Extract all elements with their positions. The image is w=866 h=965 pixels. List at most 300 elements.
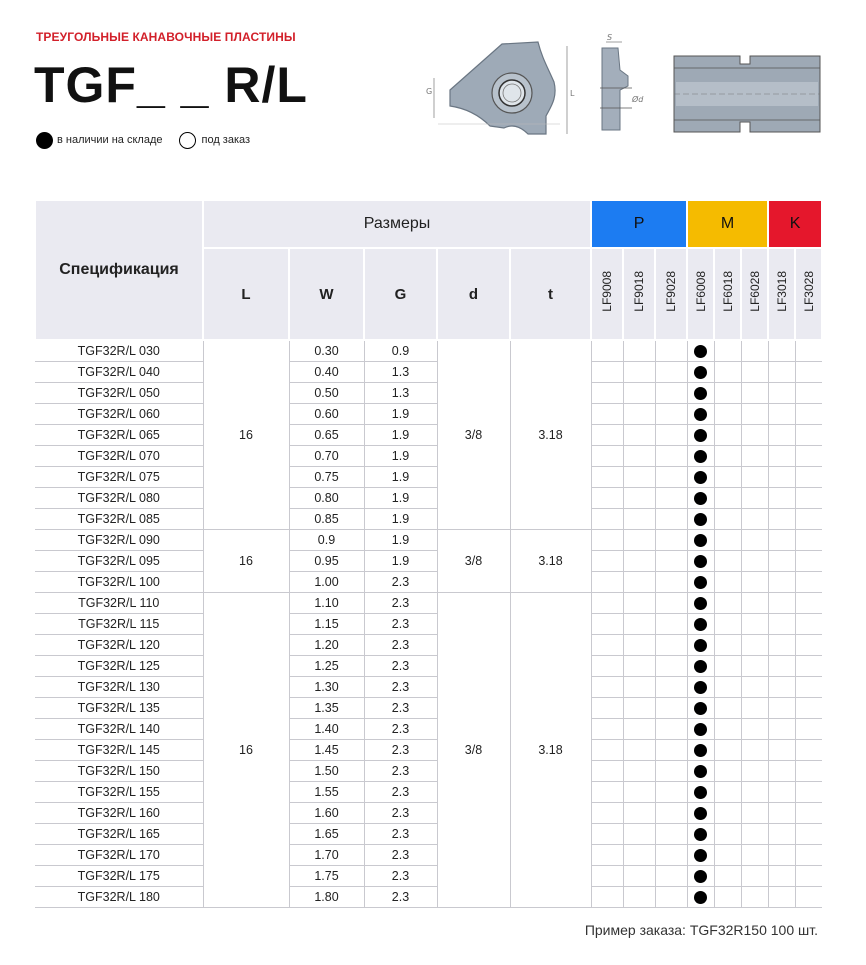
grade-label: LF6028 [747, 271, 762, 312]
availability-cell [623, 866, 655, 887]
availability-cell [714, 719, 741, 740]
availability-cell [768, 740, 795, 761]
availability-cell [741, 824, 768, 845]
availability-cell [795, 824, 822, 845]
availability-cell [655, 404, 687, 425]
in-stock-dot-icon [694, 429, 707, 442]
table-row [35, 866, 822, 887]
dim-column-header-g: G [364, 248, 437, 340]
spec-cell: TGF32R/L 095 [35, 551, 203, 572]
availability-cell [591, 362, 623, 383]
g-cell: 2.3 [364, 845, 437, 866]
availability-cell [591, 740, 623, 761]
g-cell: 2.3 [364, 635, 437, 656]
table-row [35, 719, 822, 740]
availability-cell [714, 383, 741, 404]
availability-cell [623, 572, 655, 593]
dim-l-label: L [570, 89, 575, 98]
availability-cell [687, 340, 714, 362]
availability-cell [741, 656, 768, 677]
w-cell: 1.65 [289, 824, 364, 845]
spec-cell: TGF32R/L 110 [35, 593, 203, 614]
availability-cell [741, 467, 768, 488]
availability-cell [768, 635, 795, 656]
availability-cell [623, 845, 655, 866]
in-stock-dot-icon [694, 639, 707, 652]
spec-column-header: Спецификация [35, 200, 203, 340]
spec-cell: TGF32R/L 090 [35, 530, 203, 551]
w-cell: 1.30 [289, 677, 364, 698]
availability-cell [714, 362, 741, 383]
w-cell: 1.10 [289, 593, 364, 614]
availability-cell [655, 719, 687, 740]
availability-cell [623, 824, 655, 845]
availability-cell [623, 782, 655, 803]
availability-cell [687, 593, 714, 614]
dim-g-label: G [426, 87, 433, 96]
availability-cell [687, 362, 714, 383]
availability-cell [768, 509, 795, 530]
availability-cell [714, 782, 741, 803]
g-cell: 0.9 [364, 340, 437, 362]
availability-cell [795, 509, 822, 530]
material-group-m: M [687, 200, 768, 248]
availability-cell [591, 824, 623, 845]
g-cell: 2.3 [364, 887, 437, 908]
availability-cell [795, 614, 822, 635]
spec-cell: TGF32R/L 115 [35, 614, 203, 635]
availability-cell [655, 677, 687, 698]
availability-cell [591, 656, 623, 677]
availability-cell [655, 509, 687, 530]
availability-cell [655, 530, 687, 551]
d-cell: 3/8 [437, 340, 510, 530]
availability-cell [655, 340, 687, 362]
spec-cell: TGF32R/L 145 [35, 740, 203, 761]
spec-cell: TGF32R/L 140 [35, 719, 203, 740]
availability-cell [741, 383, 768, 404]
g-cell: 1.9 [364, 446, 437, 467]
in-stock-dot-icon [694, 891, 707, 904]
w-cell: 1.25 [289, 656, 364, 677]
w-cell: 1.50 [289, 761, 364, 782]
legend-on-order-label: под заказ [201, 134, 251, 146]
in-stock-dot-icon [694, 576, 707, 589]
legend-in-stock-label: в наличии на складе [57, 134, 163, 146]
availability-cell [591, 551, 623, 572]
availability-cell [623, 340, 655, 362]
in-stock-dot-icon [694, 555, 707, 568]
availability-cell [714, 866, 741, 887]
availability-cell [795, 698, 822, 719]
w-cell: 1.45 [289, 740, 364, 761]
availability-cell [591, 845, 623, 866]
availability-cell [655, 362, 687, 383]
availability-cell [687, 761, 714, 782]
availability-cell [687, 383, 714, 404]
availability-cell [795, 719, 822, 740]
g-cell: 1.9 [364, 404, 437, 425]
material-group-k: K [768, 200, 822, 248]
availability-cell [591, 761, 623, 782]
g-cell: 1.9 [364, 467, 437, 488]
grade-label: LF9008 [600, 271, 615, 312]
availability-cell [768, 467, 795, 488]
spec-cell: TGF32R/L 165 [35, 824, 203, 845]
availability-cell [741, 782, 768, 803]
table-row [35, 593, 822, 614]
grade-column-header [655, 248, 687, 340]
availability-cell [714, 446, 741, 467]
grade-column-header [591, 248, 623, 340]
page-title: TGF_ _ R/L [34, 57, 308, 113]
in-stock-dot-icon [694, 849, 707, 862]
spec-cell: TGF32R/L 160 [35, 803, 203, 824]
dim-s-label: S [607, 33, 613, 42]
t-cell: 3.18 [510, 530, 591, 593]
d-cell: 3/8 [437, 530, 510, 593]
g-cell: 2.3 [364, 593, 437, 614]
grade-column-header [623, 248, 655, 340]
table-row [35, 530, 822, 551]
availability-cell [795, 740, 822, 761]
w-cell: 1.80 [289, 887, 364, 908]
availability-cell [714, 887, 741, 908]
availability-cell [687, 425, 714, 446]
availability-cell [741, 677, 768, 698]
t-cell: 3.18 [510, 593, 591, 908]
subtitle: ТРЕУГОЛЬНЫЕ КАНАВОЧНЫЕ ПЛАСТИНЫ [36, 30, 296, 44]
in-stock-dot-icon [694, 870, 707, 883]
availability-cell [741, 845, 768, 866]
availability-cell [623, 761, 655, 782]
availability-cell [741, 614, 768, 635]
availability-cell [795, 845, 822, 866]
availability-cell [687, 446, 714, 467]
availability-cell [687, 551, 714, 572]
table-row [35, 677, 822, 698]
spec-cell: TGF32R/L 085 [35, 509, 203, 530]
availability-cell [655, 803, 687, 824]
availability-cell [623, 593, 655, 614]
availability-cell [655, 761, 687, 782]
availability-cell [687, 782, 714, 803]
l-cell: 16 [203, 593, 289, 908]
table-row [35, 824, 822, 845]
availability-cell [741, 425, 768, 446]
availability-cell [768, 593, 795, 614]
w-cell: 0.85 [289, 509, 364, 530]
availability-cell [714, 572, 741, 593]
availability-cell [714, 614, 741, 635]
spec-cell: TGF32R/L 150 [35, 761, 203, 782]
availability-cell [687, 656, 714, 677]
w-cell: 1.55 [289, 782, 364, 803]
w-cell: 1.70 [289, 845, 364, 866]
spec-cell: TGF32R/L 060 [35, 404, 203, 425]
availability-cell [687, 404, 714, 425]
availability-cell [768, 719, 795, 740]
availability-cell [795, 488, 822, 509]
grade-column-header [714, 248, 741, 340]
availability-cell [741, 761, 768, 782]
holder-bar-drawing [672, 52, 824, 136]
in-stock-dot-icon [36, 132, 53, 149]
availability-cell [623, 635, 655, 656]
table-row [35, 782, 822, 803]
g-cell: 2.3 [364, 614, 437, 635]
in-stock-dot-icon [694, 660, 707, 673]
availability-cell [623, 530, 655, 551]
availability-cell [623, 803, 655, 824]
availability-cell [591, 803, 623, 824]
in-stock-dot-icon [694, 597, 707, 610]
availability-cell [623, 404, 655, 425]
spec-cell: TGF32R/L 080 [35, 488, 203, 509]
availability-cell [687, 824, 714, 845]
availability-cell [591, 467, 623, 488]
in-stock-dot-icon [694, 618, 707, 631]
availability-cell [591, 425, 623, 446]
availability-cell [768, 614, 795, 635]
table-row [35, 698, 822, 719]
availability-cell [655, 782, 687, 803]
availability-cell [768, 803, 795, 824]
material-group-p: P [591, 200, 687, 248]
w-cell: 0.95 [289, 551, 364, 572]
g-cell: 2.3 [364, 824, 437, 845]
table-row [35, 551, 822, 572]
in-stock-dot-icon [694, 765, 707, 778]
availability-cell [714, 656, 741, 677]
in-stock-dot-icon [694, 744, 707, 757]
availability-cell [714, 404, 741, 425]
in-stock-dot-icon [694, 513, 707, 526]
availability-cell [655, 446, 687, 467]
availability-cell [591, 572, 623, 593]
spec-cell: TGF32R/L 120 [35, 635, 203, 656]
availability-cell [591, 530, 623, 551]
sizes-group-header: Размеры [203, 200, 591, 248]
table-row [35, 656, 822, 677]
availability-cell [591, 719, 623, 740]
in-stock-dot-icon [694, 534, 707, 547]
table-row [35, 803, 822, 824]
availability-cell [768, 383, 795, 404]
availability-cell [591, 509, 623, 530]
availability-cell [714, 698, 741, 719]
availability-cell [768, 677, 795, 698]
availability-cell [687, 845, 714, 866]
availability-cell [768, 887, 795, 908]
availability-cell [795, 530, 822, 551]
availability-cell [655, 635, 687, 656]
availability-cell [795, 572, 822, 593]
spec-cell: TGF32R/L 155 [35, 782, 203, 803]
availability-cell [741, 803, 768, 824]
availability-cell [768, 551, 795, 572]
in-stock-dot-icon [694, 387, 707, 400]
availability-cell [768, 866, 795, 887]
availability-cell [623, 740, 655, 761]
availability-cell [741, 740, 768, 761]
availability-cell [687, 740, 714, 761]
availability-cell [623, 698, 655, 719]
table-row [35, 845, 822, 866]
availability-cell [591, 887, 623, 908]
availability-cell [687, 635, 714, 656]
availability-cell [591, 340, 623, 362]
availability-cell [655, 614, 687, 635]
table-row [35, 635, 822, 656]
spec-cell: TGF32R/L 100 [35, 572, 203, 593]
availability-cell [623, 362, 655, 383]
grade-column-header [795, 248, 822, 340]
grade-column-header [768, 248, 795, 340]
availability-cell [741, 593, 768, 614]
g-cell: 2.3 [364, 656, 437, 677]
availability-cell [655, 698, 687, 719]
availability-cell [741, 446, 768, 467]
spec-cell: TGF32R/L 180 [35, 887, 203, 908]
availability-cell [714, 803, 741, 824]
availability-cell [714, 340, 741, 362]
in-stock-dot-icon [694, 471, 707, 484]
g-cell: 1.9 [364, 530, 437, 551]
availability-cell [623, 488, 655, 509]
availability-cell [687, 467, 714, 488]
in-stock-dot-icon [694, 450, 707, 463]
availability-cell [741, 572, 768, 593]
availability-cell [591, 593, 623, 614]
in-stock-dot-icon [694, 702, 707, 715]
w-cell: 0.75 [289, 467, 364, 488]
spec-cell: TGF32R/L 135 [35, 698, 203, 719]
availability-cell [687, 677, 714, 698]
table-row [35, 887, 822, 908]
g-cell: 2.3 [364, 803, 437, 824]
table-row [35, 740, 822, 761]
availability-cell [591, 446, 623, 467]
g-cell: 1.9 [364, 551, 437, 572]
spec-table [34, 199, 823, 908]
spec-cell: TGF32R/L 050 [35, 383, 203, 404]
availability-cell [741, 551, 768, 572]
availability-cell [623, 656, 655, 677]
availability-cell [768, 488, 795, 509]
availability-cell [741, 887, 768, 908]
availability-cell [623, 677, 655, 698]
grade-label: LF9028 [664, 271, 679, 312]
availability-cell [741, 635, 768, 656]
spec-cell: TGF32R/L 040 [35, 362, 203, 383]
on-order-circle-icon [179, 132, 196, 149]
availability-cell [741, 866, 768, 887]
table-row [35, 572, 822, 593]
table-row [35, 383, 822, 404]
grade-column-header [741, 248, 768, 340]
availability-cell [768, 425, 795, 446]
availability-legend [36, 130, 250, 150]
availability-cell [687, 572, 714, 593]
w-cell: 0.50 [289, 383, 364, 404]
w-cell: 0.30 [289, 340, 364, 362]
dim-column-header-t: t [510, 248, 591, 340]
availability-cell [795, 340, 822, 362]
insert-side-view-drawing [592, 30, 658, 140]
w-cell: 0.40 [289, 362, 364, 383]
availability-cell [741, 488, 768, 509]
availability-cell [714, 593, 741, 614]
availability-cell [768, 656, 795, 677]
availability-cell [741, 509, 768, 530]
order-example: Пример заказа: TGF32R150 100 шт. [584, 922, 818, 938]
availability-cell [687, 530, 714, 551]
availability-cell [768, 698, 795, 719]
availability-cell [741, 404, 768, 425]
in-stock-dot-icon [694, 345, 707, 358]
availability-cell [655, 383, 687, 404]
availability-cell [655, 488, 687, 509]
w-cell: 1.00 [289, 572, 364, 593]
availability-cell [741, 719, 768, 740]
spec-cell: TGF32R/L 170 [35, 845, 203, 866]
table-row [35, 467, 822, 488]
availability-cell [795, 887, 822, 908]
in-stock-dot-icon [694, 786, 707, 799]
dim-column-header-w: W [289, 248, 364, 340]
g-cell: 2.3 [364, 740, 437, 761]
availability-cell [655, 593, 687, 614]
table-row [35, 425, 822, 446]
spec-cell: TGF32R/L 175 [35, 866, 203, 887]
availability-cell [655, 656, 687, 677]
availability-cell [687, 614, 714, 635]
table-row [35, 446, 822, 467]
w-cell: 0.60 [289, 404, 364, 425]
g-cell: 1.9 [364, 488, 437, 509]
g-cell: 2.3 [364, 677, 437, 698]
availability-cell [655, 467, 687, 488]
availability-cell [795, 362, 822, 383]
availability-cell [768, 761, 795, 782]
g-cell: 1.3 [364, 383, 437, 404]
availability-cell [687, 803, 714, 824]
availability-cell [655, 551, 687, 572]
availability-cell [591, 488, 623, 509]
availability-cell [591, 782, 623, 803]
w-cell: 1.40 [289, 719, 364, 740]
grade-label: LF6008 [693, 271, 708, 312]
availability-cell [795, 803, 822, 824]
in-stock-dot-icon [694, 366, 707, 379]
availability-cell [714, 509, 741, 530]
availability-cell [795, 446, 822, 467]
availability-cell [591, 614, 623, 635]
spec-cell: TGF32R/L 070 [35, 446, 203, 467]
availability-cell [591, 383, 623, 404]
g-cell: 2.3 [364, 761, 437, 782]
in-stock-dot-icon [694, 408, 707, 421]
availability-cell [768, 824, 795, 845]
availability-cell [591, 635, 623, 656]
availability-cell [591, 404, 623, 425]
spec-cell: TGF32R/L 065 [35, 425, 203, 446]
availability-cell [655, 425, 687, 446]
availability-cell [714, 467, 741, 488]
availability-cell [741, 340, 768, 362]
grade-label: LF6018 [720, 271, 735, 312]
